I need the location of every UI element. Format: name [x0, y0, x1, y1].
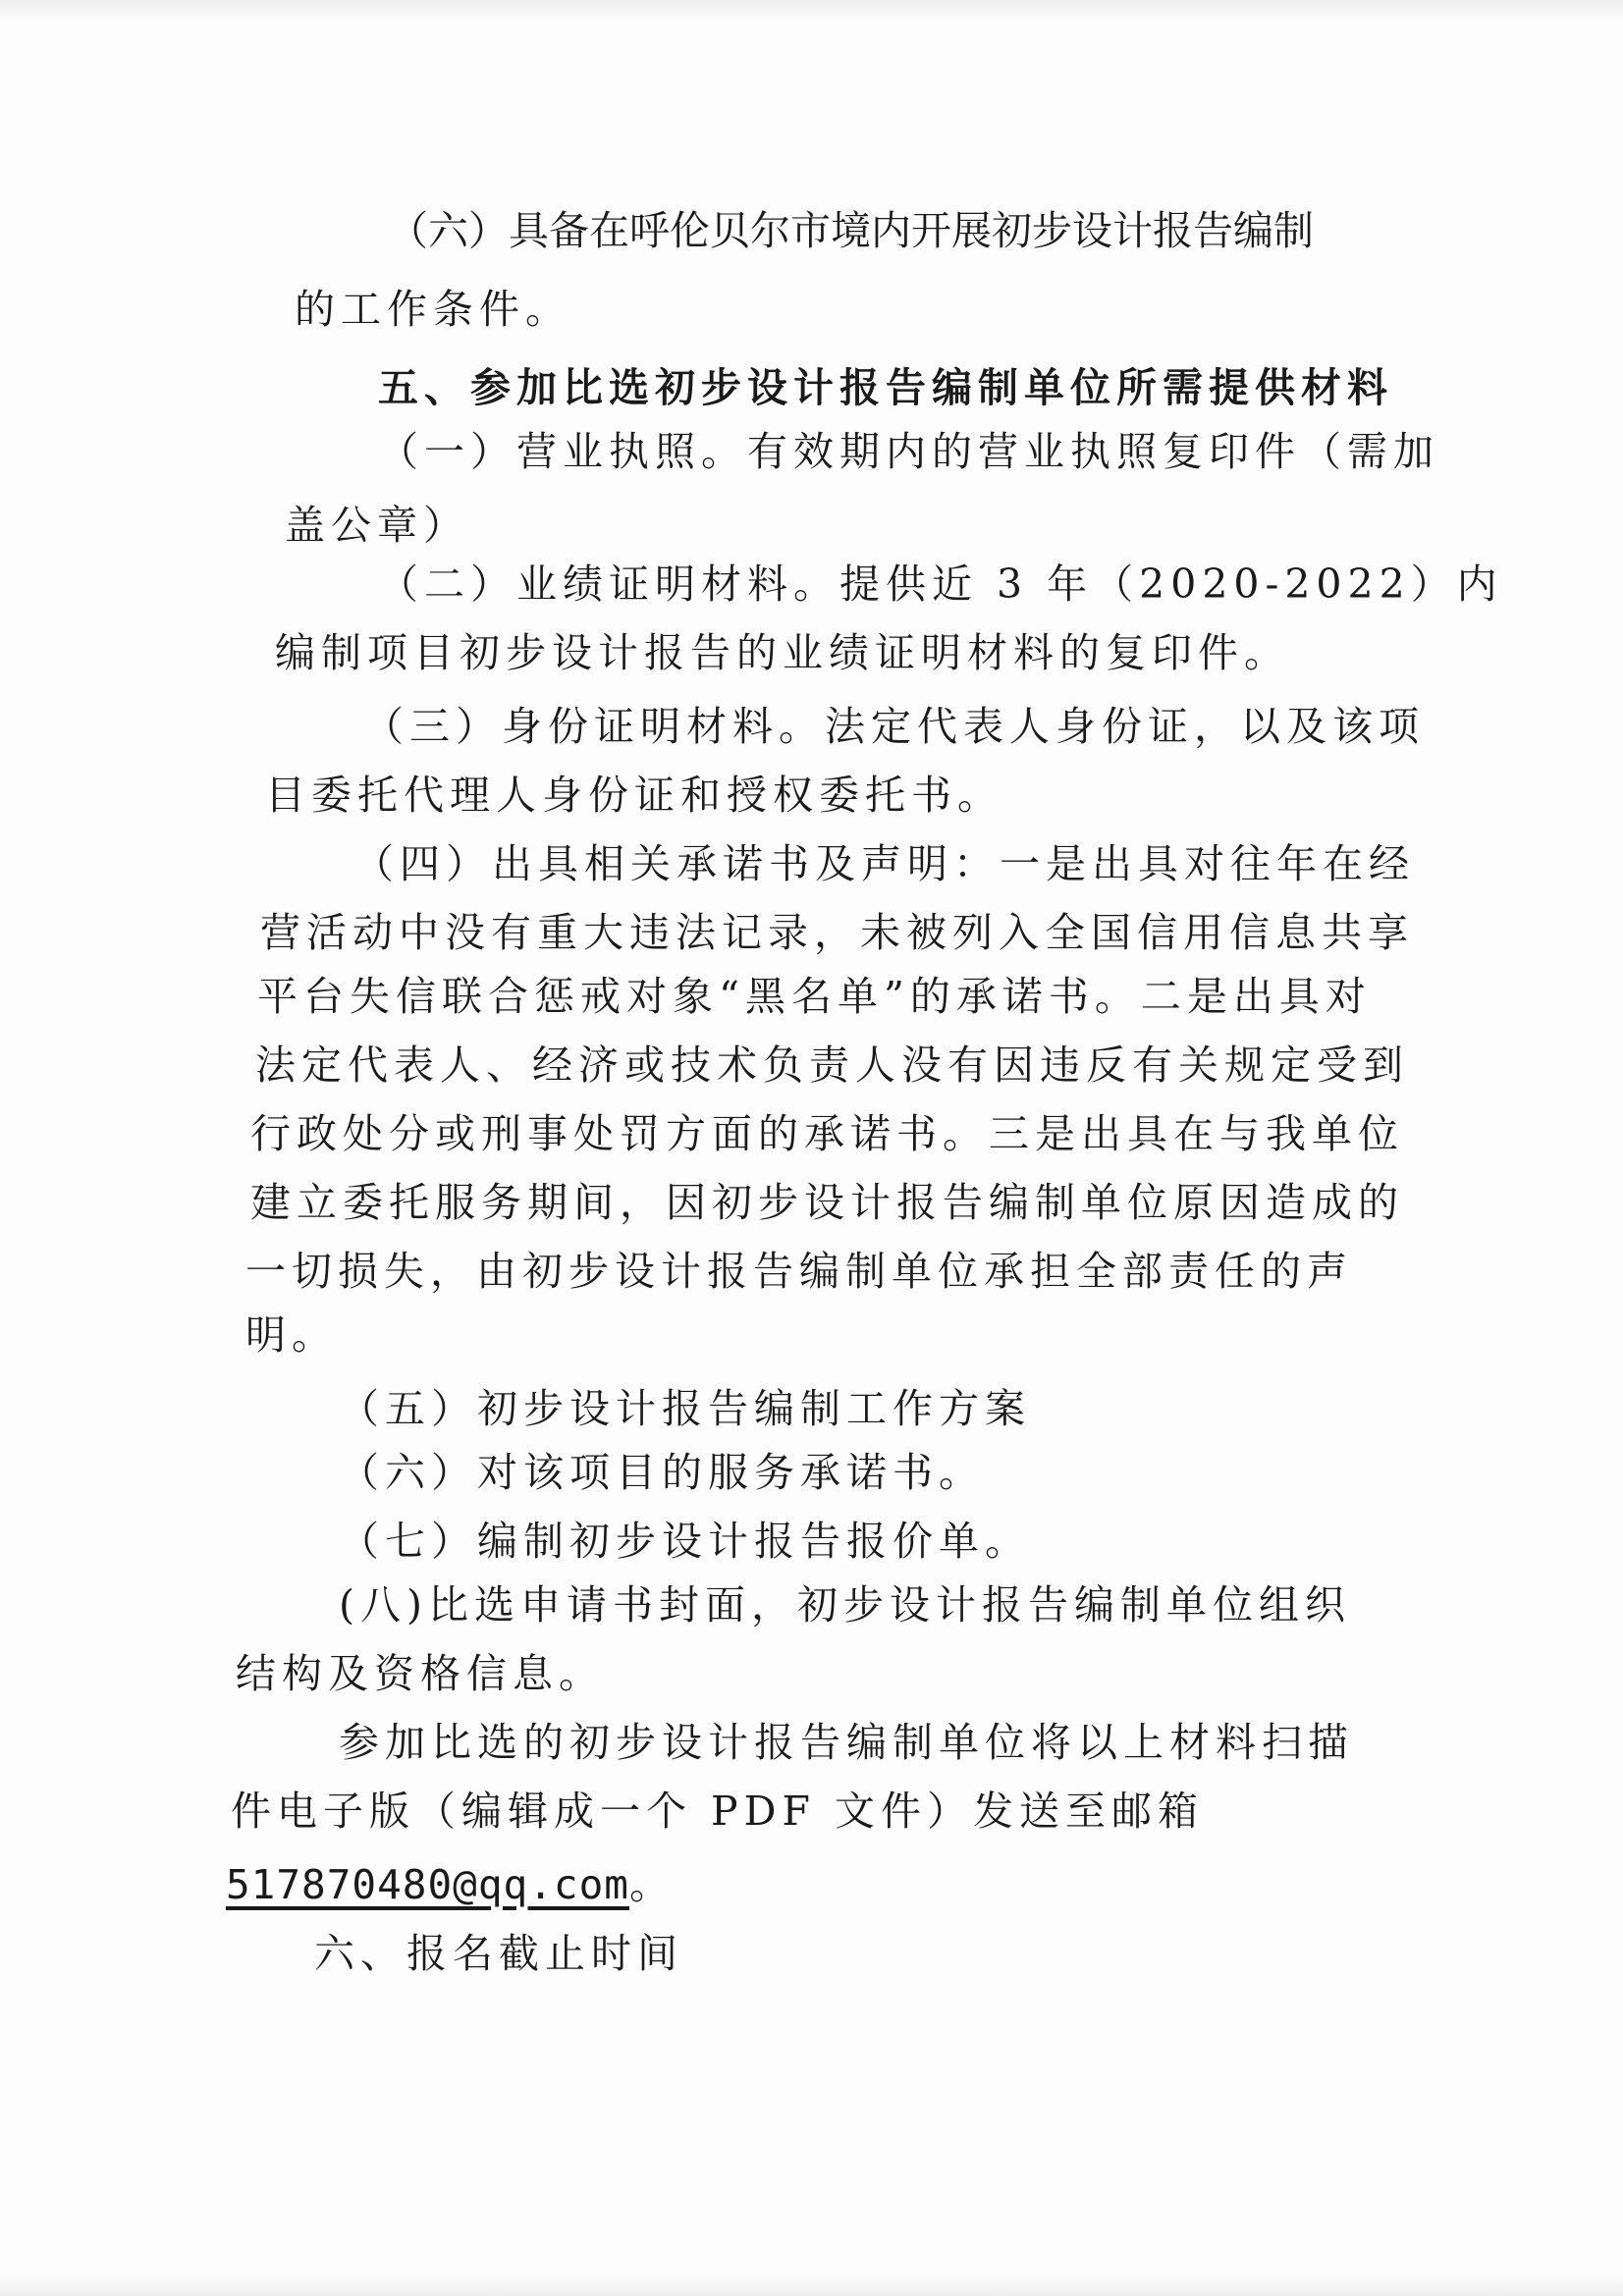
section-5-heading: 五、参加比选初步设计报告编制单位所需提供材料	[378, 364, 1393, 411]
scan-bottom-edge	[0, 2274, 1623, 2296]
item-4-line-4: 法定代表人、经济或技术负责人没有因违反有关规定受到	[255, 1041, 1409, 1089]
item-4-line-8: 明。	[245, 1311, 338, 1359]
item-8-line-2: 结构及资格信息。	[236, 1650, 605, 1697]
item-2-line-1: （二）业绩证明材料。提供近 3 年（2020-2022）内	[378, 561, 1503, 608]
item-4-line-6: 建立委托服务期间，因初步设计报告编制单位原因造成的	[250, 1179, 1404, 1226]
item-4-line-2: 营活动中没有重大违法记录，未被列入全国信用信息共享	[260, 909, 1414, 956]
item-2-line-2: 编制项目初步设计报告的业绩证明材料的复印件。	[275, 629, 1290, 676]
scan-top-edge	[0, 0, 1623, 22]
section-6-heading: 六、报名截止时间	[314, 1930, 683, 1977]
email-suffix: 。	[628, 1861, 670, 1908]
item-7-line: （七）编制初步设计报告报价单。	[339, 1518, 1031, 1565]
item-4-line-7: 一切损失，由初步设计报告编制单位承担全部责任的声	[245, 1248, 1353, 1295]
email-address[interactable]: 517870480@qq.com	[226, 1861, 629, 1908]
item-6-line: （六）对该项目的服务承诺书。	[339, 1449, 985, 1496]
item-4-line-3: 平台失信联合惩戒对象“黑名单”的承诺书。二是出具对	[257, 973, 1372, 1020]
item-3-line-1: （三）身份证明材料。法定代表人身份证，以及该项	[363, 703, 1425, 750]
item-1-line-1: （一）营业执照。有效期内的营业执照复印件（需加	[378, 428, 1439, 475]
item-4-line-1: （四）出具相关承诺书及声明：一是出具对往年在经	[353, 840, 1415, 887]
item-5-line: （五）初步设计报告编制工作方案	[339, 1385, 1031, 1432]
clause-6-line-1	[388, 201, 1360, 260]
item-4-line-5: 行政处分或刑事处罚方面的承诺书。三是出具在与我单位	[250, 1110, 1404, 1157]
item-8-line-1: (八)比选申请书封面，初步设计报告编制单位组织	[339, 1581, 1351, 1629]
item-1-line-2: 盖公章）	[285, 502, 469, 549]
submission-line-2: 件电子版（编辑成一个 PDF 文件）发送至邮箱	[231, 1788, 1204, 1835]
clause-6-text-1: （六）具备在呼伦贝尔市境内开展初步设计报告编制	[388, 207, 1314, 254]
clause-6-line-2: 的工作条件。	[295, 286, 571, 333]
item-3-line-2: 目委托代理人身份证和授权委托书。	[265, 772, 1003, 819]
submission-line-1: 参加比选的初步设计报告编制单位将以上材料扫描	[339, 1719, 1354, 1766]
email-line	[226, 1855, 670, 1914]
